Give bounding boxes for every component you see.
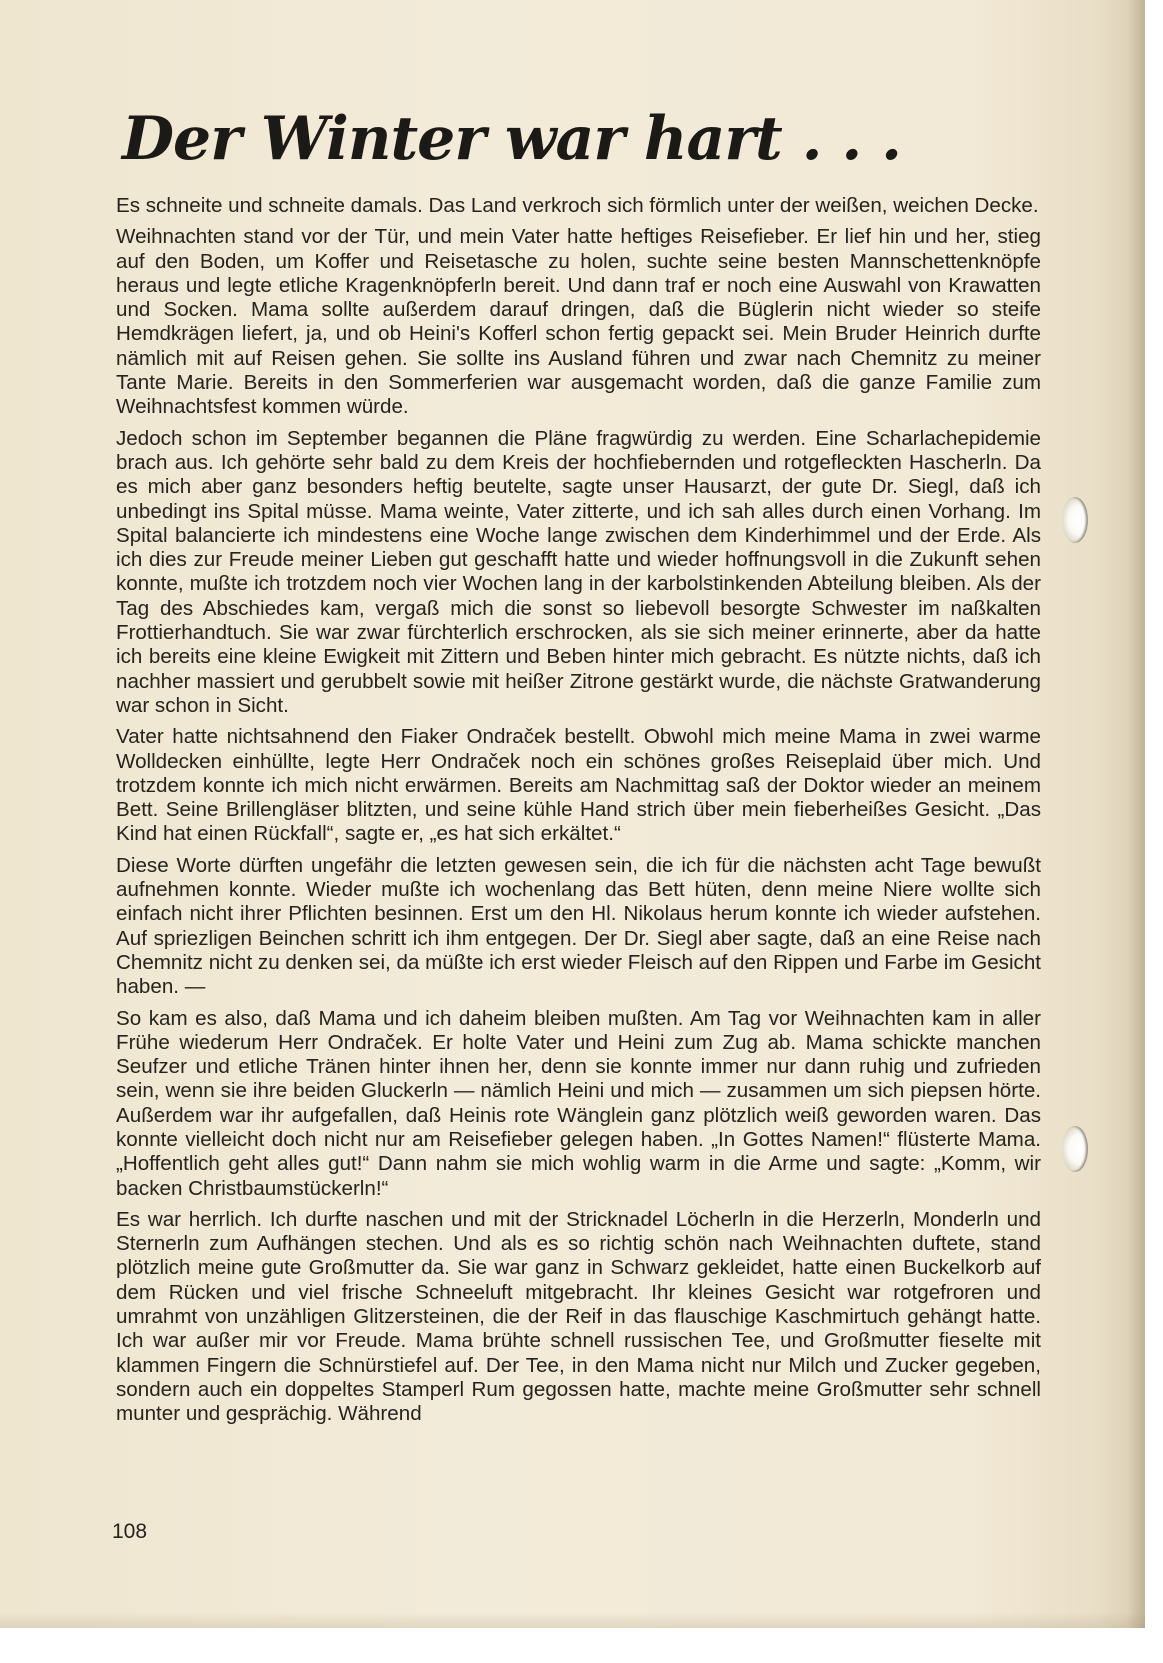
paragraph: Es war herrlich. Ich durfte naschen und mit der Stricknadel Löcherln in die Herzerln, Monderln und Sternerln zum Aufhängen stechen. Und als es so richtig schön nach Weihnachten duftete, stand plötzlich meine gute Großmutter da. Sie war ganz in Schwarz gekleidet, hatte einen Buckelkorb auf dem Rücken und viel frische Schneeluft mitgebracht. Ihr kleines Gesicht war rotgefroren und umrahmt von unzähligen Glitzersteinen, die der Reif in das flauschige Kaschmirtuch gehängt hatte. Ich war außer mir vor Freude. Mama brühte schnell russischen Tee, und Großmutter fieselte mit klammen Fingern die Schnürstiefel auf. Der Tee, in den Mama nicht nur Milch und Zucker gegeben, sondern auch ein doppeltes Stamperl Rum gegossen hatte, machte meine Großmutter sehr schnell munter und gesprächig. Während: [116, 1207, 1041, 1426]
paragraph: Es schneite und schneite damals. Das Land verkroch sich förmlich unter der weißen, weichen Decke.: [116, 194, 1039, 217]
punch-hole: [1062, 1126, 1088, 1172]
page-edge-shadow: [1127, 0, 1145, 1628]
punch-hole: [1062, 497, 1088, 543]
chapter-title: Der Winter war hart . . .: [122, 104, 902, 174]
body-text: [116, 194, 1041, 1434]
paragraph: Vater hatte nichtsahnend den Fiaker Ondraček bestellt. Obwohl mich meine Mama in zwei warme Wolldecken einhüllte, legte Herr Ondraček noch ein schönes großes Reiseplaid über mich. Und trotzdem konnte ich mich nicht erwärmen. Bereits am Nachmittag saß der Doktor wieder an meinem Bett. Seine Brillengläser blitzten, und seine kühle Hand strich über mein fieberheißes Gesicht. „Das Kind hat einen Rückfall“, sagte er, „es hat sich erkältet.“: [116, 725, 1041, 846]
paragraph: Jedoch schon im September begannen die Pläne fragwürdig zu werden. Eine Scharlachepidemie brach aus. Ich gehörte sehr bald zu dem Kreis der hochfiebernden und rotgefleckten Hascherln. Da es mich aber ganz besonders heftig beutelte, sagte unser Hausarzt, der gute Dr. Siegl, daß ich unbedingt ins Spital müsse. Mama weinte, Vater zitterte, und ich sah alles durch einen Vorhang. Im Spital balancierte ich mindestens eine Woche lange zwischen dem Kinderhimmel und der Erde. Als ich dies zur Freude meiner Lieben gut geschafft hatte und wieder hoffnungsvoll in die Zukunft sehen konnte, mußte ich trotzdem noch vier Wochen lang in der karbolstinkenden Abteilung bleiben. Als der Tag des Abschiedes kam, vergaß mich die sonst so liebevoll besorgte Schwester im naßkalten Frottierhandtuch. Sie war zwar fürchterlich erschrocken, als sie sich meiner erinnerte, aber da hatte ich bereits eine kleine Ewigkeit mit Zittern und Beben hinter mich gebracht. Es nützte nichts, daß ich nachher massiert und gerubbelt sowie mit heißer Zitrone gestärkt wurde, die nächste Gratwanderung war schon in Sicht.: [116, 426, 1041, 717]
paragraph: Diese Worte dürften ungefähr die letzten gewesen sein, die ich für die nächsten acht Tage bewußt aufnehmen konnte. Wieder mußte ich wochenlang das Bett hüten, denn meine Niere wollte sich einfach nicht ihrer Pflichten besinnen. Erst um den Hl. Nikolaus herum konnte ich wieder aufstehen. Auf spriezligen Beinchen schritt ich ihm entgegen. Der Dr. Siegl aber sagte, daß an eine Reise nach Chemnitz nicht zu denken sei, da müßte ich erst wieder Fleisch auf den Rippen und Farbe im Gesicht haben. —: [116, 853, 1041, 999]
paragraph: So kam es also, daß Mama und ich daheim bleiben mußten. Am Tag vor Weihnachten kam in aller Frühe wiederum Herr Ondraček. Er holte Vater und Heini zum Zug ab. Mama schickte manchen Seufzer und etliche Tränen hinter ihnen her, denn sie konnte immer nur dann ruhig und zufrieden sein, wenn sie ihre beiden Gluckerln — nämlich Heini und mich — zusammen um sich piepsen hörte. Außerdem war ihr aufgefallen, daß Heinis rote Wänglein ganz plötzlich weiß geworden waren. Das konnte vielleicht doch nicht nur am Reisefieber gelegen haben. „In Gottes Namen!“ flüsterte Mama. „Hoffentlich geht alles gut!“ Dann nahm sie mich wohlig warm in die Arme und sagte: „Komm, wir backen Christbaumstückerln!“: [116, 1006, 1041, 1200]
paragraph: Weihnachten stand vor der Tür, und mein Vater hatte heftiges Reisefieber. Er lief hin und her, stieg auf den Boden, um Koffer und Reisetasche zu holen, suchte seine besten Mannschettenknöpfe heraus und legte etliche Kragenknöpferln bereit. Und dann traf er noch eine Auswahl von Krawatten und Socken. Mama sollte außerdem darauf dringen, daß die Büglerin nicht wieder so steife Hemdkrägen liefert, ja, und ob Heini's Kofferl schon fertig gepackt sei. Mein Bruder Heinrich durfte nämlich mit auf Reisen gehen. Sie sollte ins Ausland führen und zwar nach Chemnitz zu meiner Tante Marie. Bereits in den Sommerferien war ausgemacht worden, daß die ganze Familie zum Weihnachtsfest kommen würde.: [116, 225, 1041, 419]
page-bottom-shadow: [0, 1612, 1145, 1628]
page-number: 108: [112, 1520, 148, 1543]
